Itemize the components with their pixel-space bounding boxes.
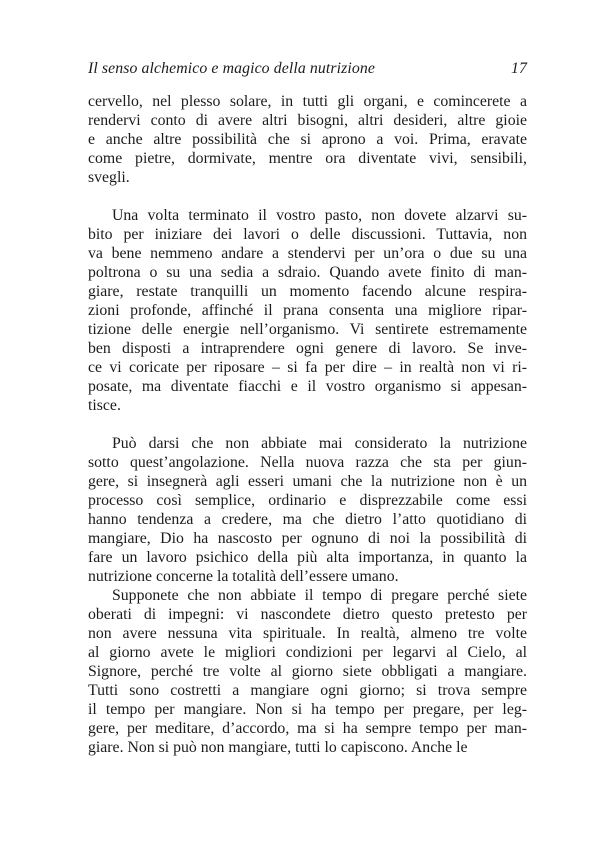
text-line: Supponete che non abbiate il tempo di pregare perché siete bbox=[112, 587, 527, 604]
text-line: mangiare, Dio ha nascosto per ognuno di noi la possibilità di bbox=[88, 530, 527, 547]
paragraph bbox=[88, 206, 527, 415]
text-line: e anche altre possibilità che si aprono a voi. Prima, eravate bbox=[88, 131, 527, 148]
text-line: processo così semplice, ordinario e disprezzabile come essi bbox=[88, 492, 527, 509]
text-line: cervello, nel plesso solare, in tutti gli organi, e comincerete a bbox=[88, 93, 527, 110]
text-body bbox=[88, 92, 527, 757]
text-line: non avere nessuna vita spirituale. In realtà, almeno tre volte bbox=[88, 625, 527, 642]
text-line: posate, ma diventate fiacchi e il vostro organismo si appesan- bbox=[88, 378, 527, 395]
text-line: gere, per meditare, d’accordo, ma si ha sempre tempo per man- bbox=[88, 720, 527, 737]
text-line: rendervi conto di avere altri bisogni, altri desideri, altre gioie bbox=[88, 112, 527, 129]
page-number: 17 bbox=[511, 60, 527, 77]
text-line: tizione delle energie nell’organismo. Vi sentirete estremamente bbox=[88, 321, 527, 338]
paragraph bbox=[88, 586, 527, 757]
paragraph bbox=[88, 92, 527, 187]
text-line: Può darsi che non abbiate mai considerato la nutrizione bbox=[112, 435, 527, 452]
paragraph bbox=[88, 434, 527, 586]
text-line: ce vi coricate per riposare – si fa per dire – in realtà non vi ri- bbox=[88, 359, 527, 376]
page-content bbox=[88, 59, 527, 757]
text-line: Signore, perché tre volte al giorno siete obbligati a mangiare. bbox=[88, 663, 527, 680]
text-line: va bene nemmeno andare a stendervi per un’ora o due su una bbox=[88, 245, 527, 262]
text-line: gere, si insegnerà agli esseri umani che la nutrizione non è un bbox=[88, 473, 527, 490]
text-line: come pietre, dormivate, mentre ora diventate vivi, sensibili, bbox=[88, 150, 527, 167]
text-line: Tutti sono costretti a mangiare ogni giorno; si trova sempre bbox=[88, 682, 527, 699]
text-line: il tempo per mangiare. Non si ha tempo per pregare, per leg- bbox=[88, 701, 527, 718]
text-line: ben disposti a intraprendere ogni genere di lavoro. Se inve- bbox=[88, 340, 527, 357]
text-line: al giorno avete le migliori condizioni per legarvi al Cielo, al bbox=[88, 644, 527, 661]
text-line: poltrona o su una sedia a sdraio. Quando avete finito di man- bbox=[88, 264, 527, 281]
text-line: svegli. bbox=[88, 169, 130, 186]
text-line: oberati di impegni: vi nascondete dietro questo pretesto per bbox=[88, 606, 527, 623]
text-line: giare. Non si può non mangiare, tutti lo capiscono. Anche le bbox=[88, 739, 468, 756]
text-line: fare un lavoro psichico della più alta importanza, in quanto la bbox=[88, 549, 527, 566]
running-header bbox=[88, 59, 527, 78]
text-line: tisce. bbox=[88, 397, 121, 414]
text-line: hanno tendenza a credere, ma che dietro l’atto quotidiano di bbox=[88, 511, 527, 528]
text-line: bito per iniziare dei lavori o delle discussioni. Tuttavia, non bbox=[88, 226, 527, 243]
running-title: Il senso alchemico e magico della nutrizione bbox=[88, 60, 375, 77]
text-line: Una volta terminato il vostro pasto, non dovete alzarvi su- bbox=[112, 207, 527, 224]
text-line: zioni profonde, affinché il prana consenta una migliore ripar- bbox=[88, 302, 527, 319]
text-line: sotto quest’angolazione. Nella nuova razza che sta per giun- bbox=[88, 454, 527, 471]
text-line: nutrizione concerne la totalità dell’essere umano. bbox=[88, 568, 399, 585]
text-line: giare, restate tranquilli un momento facendo alcune respira- bbox=[88, 283, 527, 300]
